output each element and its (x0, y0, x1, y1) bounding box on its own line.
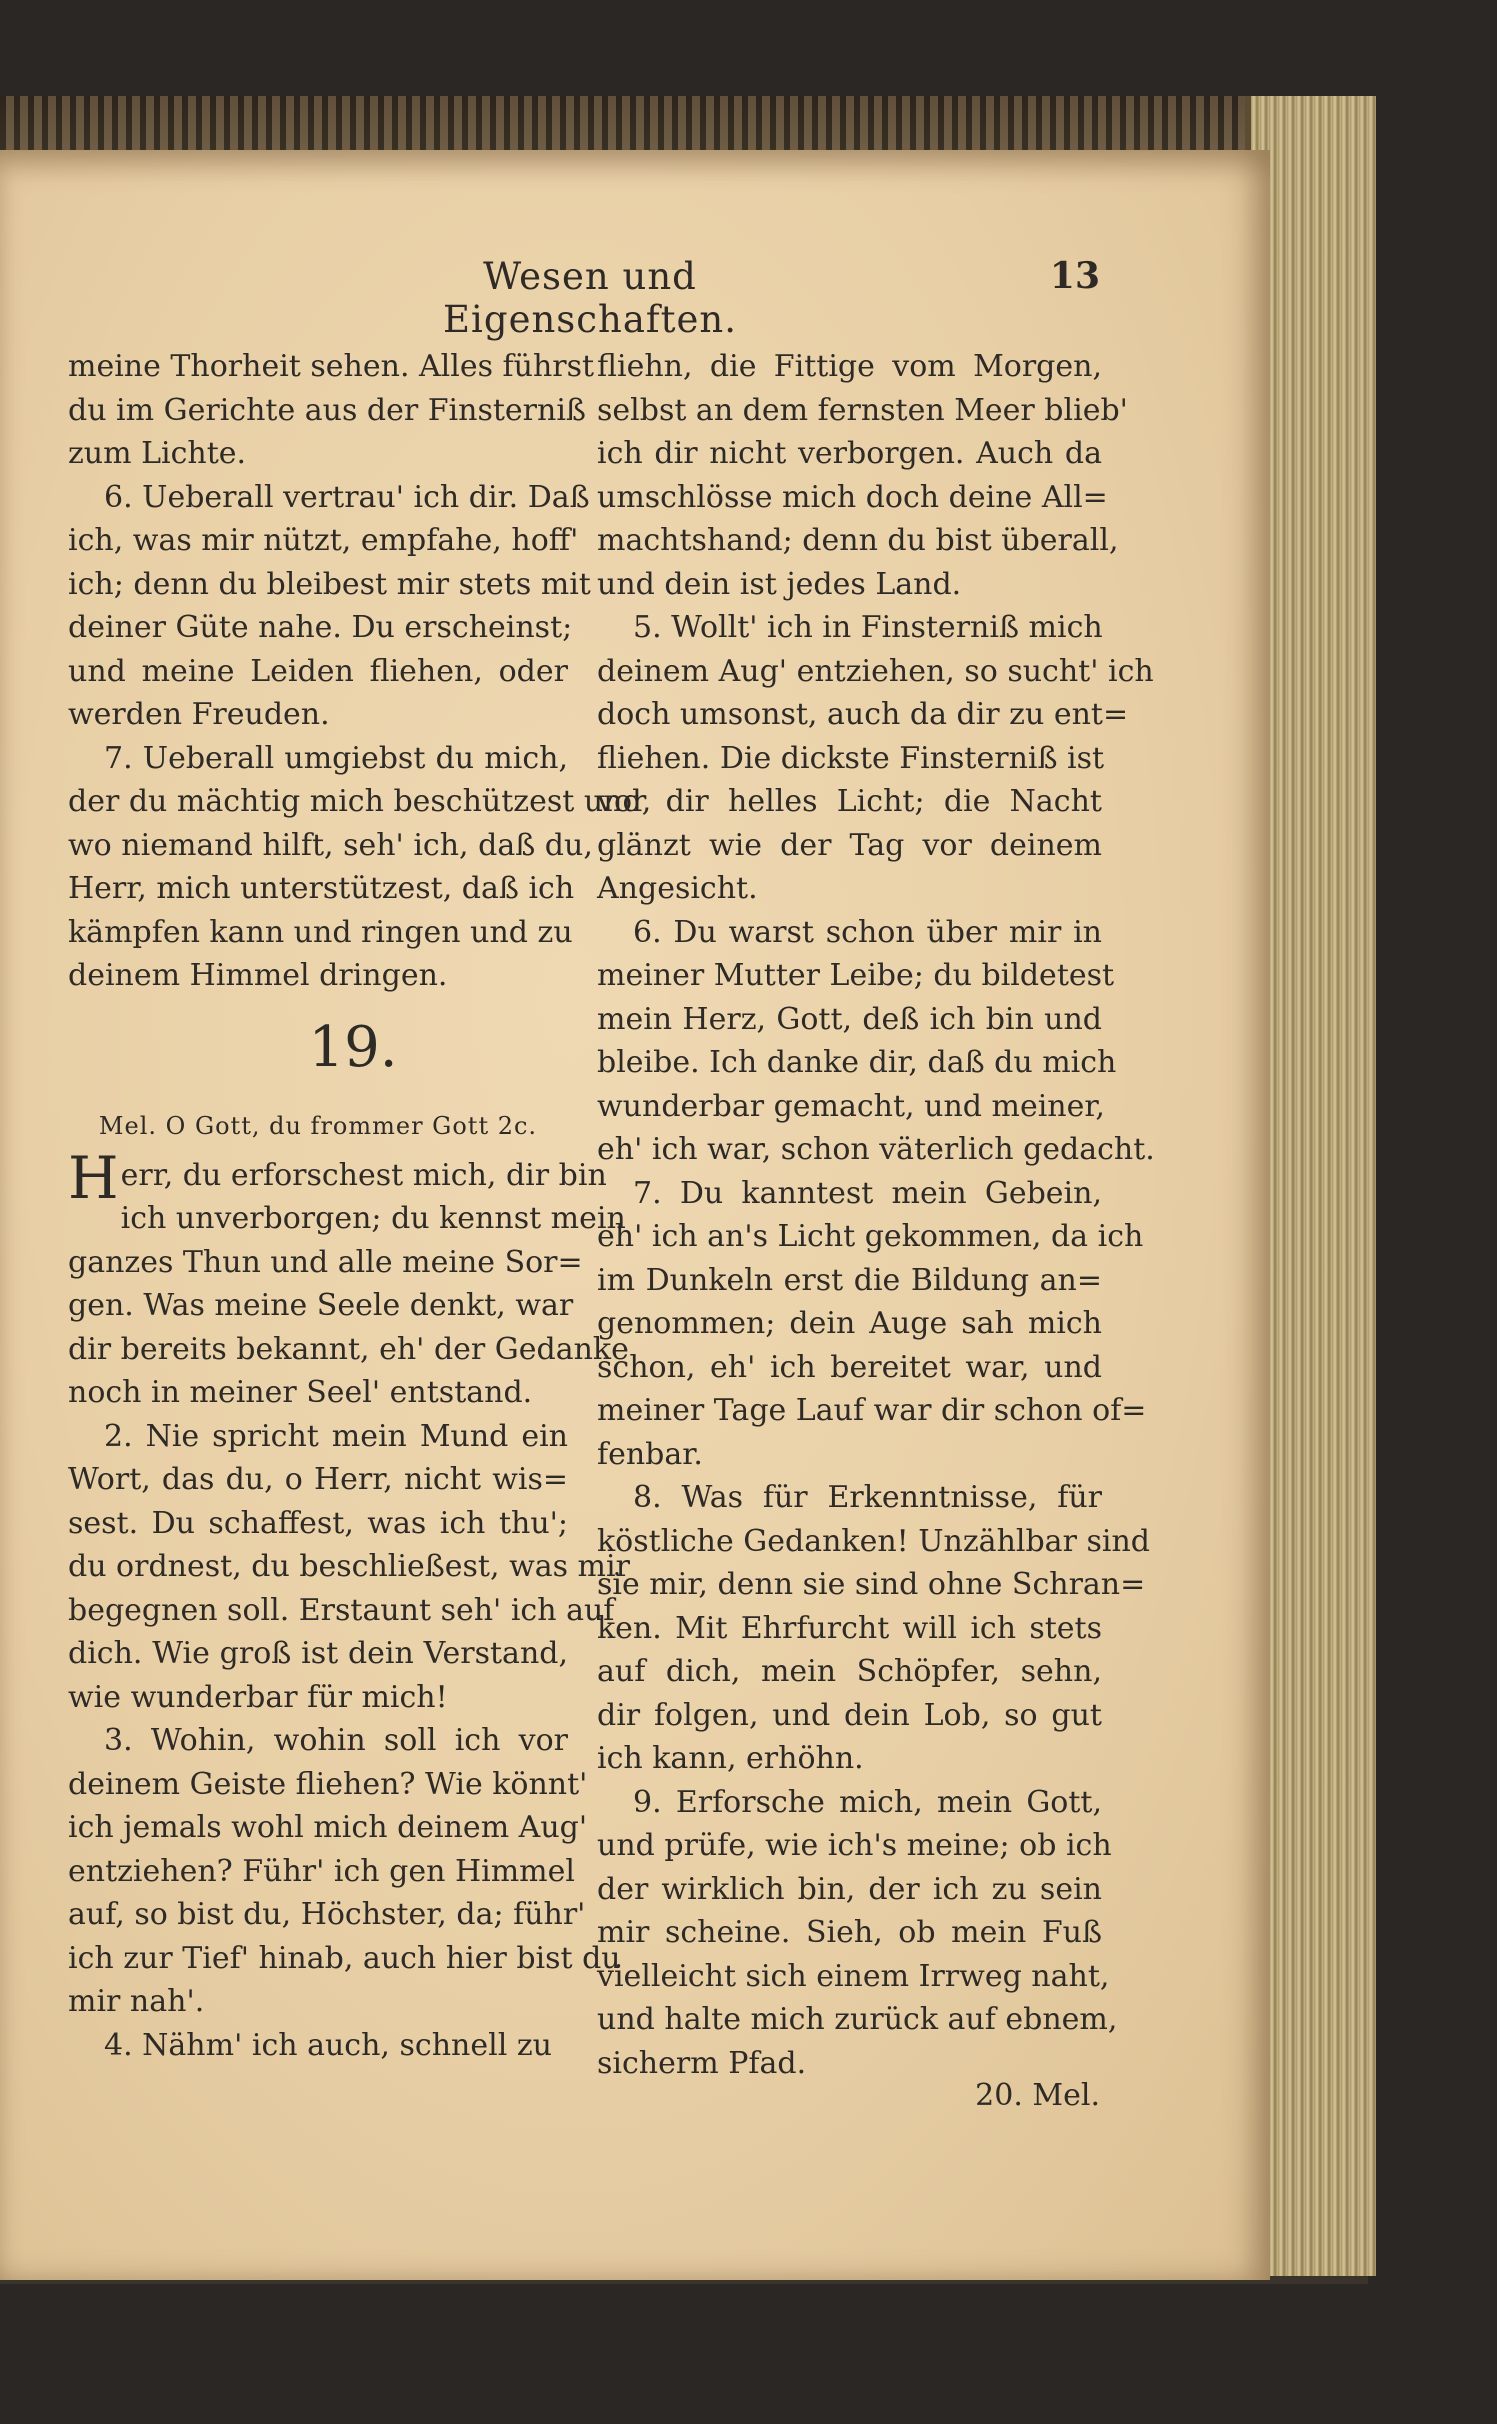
text-line: wie wunderbar für mich! (68, 1679, 448, 1715)
text-line: machtshand; denn du bist überall, (597, 523, 1119, 558)
text-line: ich dir nicht verborgen. Auch da (597, 436, 1102, 471)
text-line: gen. Was meine Seele denkt, war (68, 1288, 574, 1323)
text-line: der du mächtig mich beschützest und, (68, 784, 652, 819)
text-line: selbst an dem fernsten Meer blieb' (597, 392, 1128, 428)
text-line: vor dir helles Licht; die Nacht (597, 784, 1102, 819)
text-line: 7. Ueberall umgiebst du mich, (104, 740, 568, 776)
text-line: 2. Nie spricht mein Mund ein (104, 1418, 568, 1454)
text-line: deinem Himmel dringen. (68, 958, 448, 993)
text-line: 6. Ueberall vertrau' ich dir. Daß (104, 479, 590, 515)
text-line: eh' ich war, schon väterlich gedacht. (597, 1132, 1155, 1167)
first-line-rest: err, du erforschest mich, dir bin (120, 1157, 607, 1193)
text-line: und dein ist jedes Land. (597, 566, 962, 602)
text-line: dich. Wie groß ist dein Verstand, (68, 1636, 568, 1671)
text-line: auf dich, mein Schöpfer, sehn, (597, 1654, 1102, 1689)
text-line: du ordnest, du beschließest, was mir (68, 1549, 630, 1584)
left-column-text-before (68, 345, 652, 998)
text-line: sicherm Pfad. (597, 2045, 807, 2081)
text-line: glänzt wie der Tag vor deinem (597, 827, 1102, 863)
text-line: schon, eh' ich bereitet war, und (597, 1349, 1102, 1385)
right-column (597, 345, 1155, 2085)
drop-cap: H (68, 1143, 119, 1212)
text-line: wo niemand hilft, seh' ich, daß du, (68, 827, 593, 863)
running-head: Wesen und Eigenschaften. (443, 255, 737, 341)
text-line: bleibe. Ich danke dir, daß du mich (597, 1045, 1117, 1080)
text-line: der wirklich bin, der ich zu sein (597, 1871, 1102, 1907)
text-line: deinem Aug' entziehen, so sucht' ich (597, 653, 1154, 689)
text-line: und prüfe, wie ich's meine; ob ich (597, 1828, 1112, 1863)
text-line: werden Freuden. (68, 697, 330, 732)
text-line: eh' ich an's Licht gekommen, da ich (597, 1219, 1144, 1254)
text-line: ich unverborgen; du kennst mein (120, 1201, 626, 1236)
catchword: 20. Mel. (975, 2078, 1100, 2113)
text-line: 5. Wollt' ich in Finsterniß mich (633, 610, 1103, 645)
melody-line: Mel. O Gott, du frommer Gott 2c. (98, 1111, 538, 1140)
text-line: meiner Mutter Leibe; du bildetest (597, 958, 1115, 993)
text-line: entziehen? Führ' ich gen Himmel (68, 1853, 575, 1889)
text-line: doch umsonst, auch da dir zu ent= (597, 697, 1129, 732)
text-line: auf, so bist du, Höchster, da; führ' (68, 1897, 586, 1932)
text-line: wunderbar gemacht, und meiner, (597, 1088, 1105, 1124)
text-line: noch in meiner Seel' entstand. (68, 1375, 533, 1410)
text-line: ganzes Thun und alle meine Sor= (68, 1244, 583, 1280)
text-line: meine Thorheit sehen. Alles führst (68, 349, 595, 384)
text-line: deiner Güte nahe. Du erscheinst; (68, 610, 573, 645)
text-line: dir folgen, und dein Lob, so gut (597, 1697, 1102, 1733)
text-line: begegnen soll. Erstaunt seh' ich auf (68, 1592, 615, 1628)
text-line: meiner Tage Lauf war dir schon of= (597, 1393, 1147, 1428)
text-line: 4. Nähm' ich auch, schnell zu (104, 2027, 552, 2063)
text-line: und meine Leiden fliehen, oder (68, 653, 568, 689)
text-line: 6. Du warst schon über mir in (633, 914, 1102, 950)
text-line: umschlösse mich doch deine All= (597, 479, 1108, 515)
text-line: fenbar. (597, 1436, 703, 1472)
text-line: köstliche Gedanken! Unzählbar sind (597, 1523, 1150, 1559)
text-line: deinem Geiste fliehen? Wie könnt' (68, 1766, 588, 1802)
text-line: mir scheine. Sieh, ob mein Fuß (597, 1915, 1102, 1950)
text-line: Angesicht. (597, 871, 758, 906)
text-line: genommen; dein Auge sah mich (597, 1306, 1102, 1341)
text-line: zum Lichte. (68, 436, 247, 471)
text-line: vielleicht sich einem Irrweg naht, (597, 1958, 1110, 1994)
hymn-first-line (68, 1143, 607, 1212)
text-line: sie mir, denn sie sind ohne Schran= (597, 1567, 1146, 1602)
text-line: und halte mich zurück auf ebnem, (597, 2002, 1118, 2037)
text-line: ich, was mir nützt, empfahe, hoff' (68, 523, 579, 558)
text-line: ich; denn du bleibest mir stets mit (68, 566, 591, 602)
text-line: du im Gerichte aus der Finsterniß (68, 392, 586, 428)
text-line: 8. Was für Erkenntnisse, für (633, 1480, 1102, 1515)
text-line: ken. Mit Ehrfurcht will ich stets (597, 1610, 1102, 1646)
text-line: dir bereits bekannt, eh' der Gedanke (68, 1331, 629, 1367)
text-line: im Dunkeln erst die Bildung an= (597, 1262, 1102, 1298)
text-line: sest. Du schaffest, was ich thu'; (68, 1505, 568, 1541)
text-line: fliehen. Die dickste Finsterniß ist (597, 740, 1105, 776)
text-line: Wort, das du, o Herr, nicht wis= (68, 1462, 568, 1497)
left-column-text-after (68, 1197, 630, 2067)
hymn-number: 19. (308, 1014, 398, 1080)
text-line: 3. Wohin, wohin soll ich vor (104, 1723, 568, 1758)
top-edge-ornament (0, 96, 1368, 156)
text-line: 9. Erforsche mich, mein Gott, (633, 1784, 1102, 1820)
page-number: 13 (1049, 255, 1100, 297)
text-line: 7. Du kanntest mein Gebein, (633, 1175, 1102, 1211)
text-line: Herr, mich unterstützest, daß ich (68, 871, 575, 906)
right-column-text (597, 345, 1155, 2085)
text-line: ich kann, erhöhn. (597, 1741, 864, 1776)
text-line: ich zur Tief' hinab, auch hier bist du (68, 1940, 621, 1976)
text-line: kämpfen kann und ringen und zu (68, 914, 573, 950)
text-line: fliehn, die Fittige vom Morgen, (597, 349, 1102, 384)
text-line: mir nah'. (68, 1984, 205, 2019)
text-line: mein Herz, Gott, deß ich bin und (597, 1001, 1102, 1037)
text-line: ich jemals wohl mich deinem Aug' (68, 1810, 588, 1845)
